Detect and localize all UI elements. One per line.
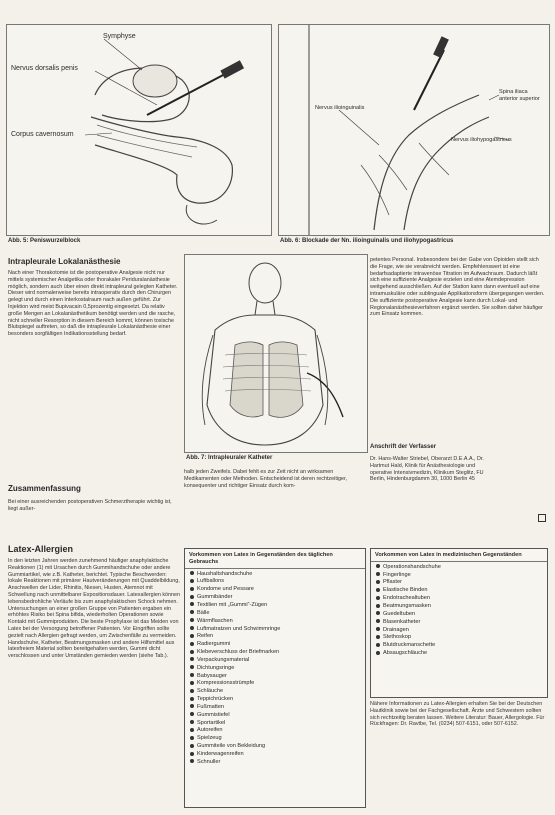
- daily-latex-item-label: Autoreifen: [197, 727, 223, 734]
- bullet-icon: [376, 604, 380, 608]
- daily-latex-item: [190, 727, 365, 735]
- daily-latex-item: [190, 649, 365, 657]
- figure-5-caption: Abb. 5: Peniswurzelblock: [8, 238, 81, 244]
- bullet-icon: [376, 564, 380, 568]
- table-title-daily: Vorkommen von Latex in Gegenständen des täglichen Gebrauchs: [185, 549, 365, 569]
- bullet-icon: [190, 712, 194, 716]
- medical-latex-item-label: Pflaster: [383, 579, 402, 586]
- bullet-icon: [190, 720, 194, 724]
- daily-latex-item: [190, 610, 365, 618]
- bullet-icon: [376, 651, 380, 655]
- thorax-catheter-illustration: [185, 255, 367, 452]
- daily-latex-item: [190, 665, 365, 673]
- daily-latex-item-label: Schnuller: [197, 758, 221, 765]
- bullet-icon: [376, 572, 380, 576]
- label-nervus-ilioinguinalis: Nervus ilioinguinalis: [315, 105, 365, 111]
- bullet-icon: [190, 759, 194, 763]
- daily-latex-item: [190, 594, 365, 602]
- label-corpus-cavernosum: Corpus cavernosum: [11, 131, 74, 138]
- bullet-icon: [190, 697, 194, 701]
- bullet-icon: [190, 571, 194, 575]
- bullet-icon: [190, 744, 194, 748]
- bullet-icon: [190, 579, 194, 583]
- daily-latex-item: [190, 571, 365, 579]
- label-nervus-iliohypogastricus: Nervus iliohypogastricus: [451, 137, 512, 143]
- intrapleural-body: Nach einer Thorakotomie ist die postoperative Analgesie nicht nur mittels systemischer Analgetika oder thorakaler Periduralanästhesie möglich, sondern auch über einen direkt intrapleural gelegten Katheter. Dieser wird normalerweise bereits intraoperativ durch den Chirurgen gelegt und durch einen Interkostalraum nach außen geführt. Zur Injektion wird meist Bupivacain 0,5prozentig eingesetzt. Da relativ große Mengen an Lokalanästhetikum benötigt werden und die rasche, nicht schneller Resorption in diesem Bereich kommt, können toxische Blutspiegel auftreten, so daß die intrapleurale Lokalanästhesie einer besonders sorgfältigen Indikationsstellung bedarf.: [8, 270, 178, 338]
- daily-latex-item-label: Spielzeug: [197, 735, 222, 742]
- label-symphyse: Symphyse: [103, 33, 136, 40]
- medical-latex-item: [376, 650, 547, 658]
- daily-latex-item-label: Reifen: [197, 633, 214, 640]
- figure-7-caption: Abb. 7: Intrapleuraler Katheter: [186, 455, 273, 461]
- table-latex-medical-items: [370, 548, 548, 698]
- daily-latex-item-label: Bälle: [197, 609, 210, 616]
- medical-latex-item-label: Endotrachealtuben: [383, 595, 430, 602]
- daily-items-list: [185, 571, 365, 767]
- daily-latex-item: [190, 586, 365, 594]
- daily-latex-item-label: Radiergummi: [197, 641, 231, 648]
- daily-latex-item: [190, 657, 365, 665]
- bullet-icon: [190, 673, 194, 677]
- medical-latex-item: [376, 564, 547, 572]
- medical-latex-item: [376, 634, 547, 642]
- daily-latex-item-label: Gummiteile von Bekleidung: [197, 743, 266, 750]
- table-title-medical: Vorkommen von Latex in medizinischen Gegenständen: [371, 549, 547, 562]
- medical-footer-text: Nähere Informationen zu Latex-Allergien erhalten Sie bei der Deutschen Hautklinik sowie bei der Fachgesellschaft. Ärzte und Schwestern sollten sich rechtzeitig beraten lassen. Weitere Literatur: Bauer, Allergologie. Für Rückfragen: Dr. Ravtbe, Tel. (0234) 507-6151, oder 507-6152.: [370, 701, 545, 728]
- medical-latex-item: [376, 595, 547, 603]
- daily-latex-item: [190, 633, 365, 641]
- bullet-icon: [190, 681, 194, 685]
- daily-latex-item-label: Kondome und Pessare: [197, 586, 254, 593]
- bullet-icon: [376, 611, 380, 615]
- medical-latex-item-label: Beatmungsmasken: [383, 603, 431, 610]
- medical-latex-item: [376, 611, 547, 619]
- figure-penile-block: [6, 24, 272, 236]
- section-heading-intrapleural: Intrapleurale Lokalanästhesie: [8, 257, 121, 266]
- medical-latex-item: [376, 587, 547, 595]
- daily-latex-item: [190, 720, 365, 728]
- daily-latex-item: [190, 759, 365, 767]
- bullet-icon: [190, 650, 194, 654]
- daily-latex-item-label: Teppichrücken: [197, 696, 234, 703]
- daily-latex-item-label: Dichtungsringe: [197, 664, 235, 671]
- bullet-icon: [376, 619, 380, 623]
- bullet-icon: [190, 665, 194, 669]
- daily-latex-item: [190, 618, 365, 626]
- bullet-icon: [190, 728, 194, 732]
- bullet-icon: [376, 643, 380, 647]
- summary-body: Bei einer ausreichenden postoperativen Schmerztherapie wichtig ist, liegt außer-: [8, 499, 172, 512]
- section-heading-summary: Zusammenfassung: [8, 484, 81, 493]
- bullet-icon: [190, 736, 194, 740]
- daily-latex-item: [190, 743, 365, 751]
- daily-latex-item: [190, 735, 365, 743]
- daily-latex-item: [190, 688, 365, 696]
- medical-latex-item-label: Drainagen: [383, 626, 409, 633]
- medical-latex-item-label: Stethoskop: [383, 634, 411, 641]
- medical-latex-item: [376, 603, 547, 611]
- bullet-icon: [190, 642, 194, 646]
- bullet-icon: [190, 602, 194, 606]
- medical-latex-item-label: Guedeltuben: [383, 610, 416, 617]
- daily-latex-item: [190, 602, 365, 610]
- daily-latex-item-label: Gummibänder: [197, 594, 233, 601]
- daily-latex-item: [190, 578, 365, 586]
- col2-body: halb jeden Zweifels. Dabei fehlt es zur Zeit nicht an wirksamen Medikamenten oder Methoden. Entscheidend ist deren rechtzeitiger, konsequenter und richtiger Einsatz durch kom-: [184, 469, 348, 489]
- end-of-article-mark: [538, 514, 546, 522]
- figure-6-caption: Abb. 6: Blockade der Nn. ilioinguinalis und iliohypogastricus: [280, 238, 454, 244]
- col3-body: petentes Personal. Insbesondere bei der Gabe von Opioiden stellt sich die Frage, wie sie verabreicht werden. Empfehlenswert ist eine bedarfsadaptierte intravenöse Titration im Aufwachraum. Dadurch läßt sich eine suffiziente Analgesie erzielen und eine Atemdepression weitgehend ausschließen. Auf der Station kann dann eventuell auf eine intramuskuläre oder sublinguale Applikationsform übergegangen werden. Die suffiziente postoperative Analgesie kann durch Lokal- und Regionalanästhesieverfahren ergänzt werden. Sie sollten daher häufiger zum Einsatz kommen.: [370, 257, 545, 318]
- groin-anatomy-illustration: [279, 25, 549, 235]
- daily-latex-item: [190, 712, 365, 720]
- daily-latex-item-label: Haushaltshandschuhe: [197, 570, 253, 577]
- daily-latex-item-label: Kinderwagenreifen: [197, 751, 244, 757]
- bullet-icon: [190, 752, 194, 756]
- medical-latex-item: [376, 619, 547, 627]
- daily-latex-item: [190, 626, 365, 634]
- daily-latex-item-label: Kompressionsstrümpfe: [197, 680, 255, 687]
- daily-latex-item: [190, 751, 365, 759]
- bullet-icon: [190, 610, 194, 614]
- daily-latex-item-label: Gummistiefel: [197, 711, 230, 718]
- daily-latex-item-label: Luftmatratzen und Schwimmringe: [197, 625, 281, 632]
- bullet-icon: [190, 657, 194, 661]
- medical-latex-item: [376, 627, 547, 635]
- daily-latex-item-label: Verpackungsmaterial: [197, 656, 250, 663]
- label-nervus-dorsalis: Nervus dorsalis penis: [11, 65, 78, 72]
- label-spina-iliaca: Spina iliaca anterior superior: [499, 89, 540, 102]
- medical-latex-item-label: Fingerlinge: [383, 571, 411, 578]
- daily-latex-item-label: Babysauger: [197, 672, 227, 679]
- bullet-icon: [376, 627, 380, 631]
- daily-latex-item-label: Wärmflaschen: [197, 617, 233, 624]
- daily-latex-item-label: Klebeverschluss der Briefmarken: [197, 649, 280, 656]
- medical-latex-item: [376, 579, 547, 587]
- daily-latex-item-label: Luftballons: [197, 578, 225, 585]
- bullet-icon: [376, 635, 380, 639]
- medical-latex-item-label: Elastische Binden: [383, 587, 428, 594]
- author-heading: Anschrift der Verfasser: [370, 444, 437, 450]
- medical-latex-item: [376, 642, 547, 650]
- table-latex-daily-items: [184, 548, 366, 808]
- daily-latex-item-label: Schläuche: [197, 688, 224, 695]
- medical-latex-item-label: Operationshandschuhe: [383, 563, 441, 570]
- medical-latex-item: [376, 572, 547, 580]
- daily-latex-item-label: Textilien mit „Gummi“-Zügen: [197, 601, 268, 608]
- latex-body: In den letzten Jahren werden zunehmend häufiger anaphylaktische Reaktionen (1) mit Ursachen durch Gummihandschuhe oder andere Gummiartikel, wie z.B. Katheter, berichtet. Typische Beschwerden: lokale Reaktionen mit primärer Hautveränderungen mit Quaddelbildung, Anschwellen der Lider, Rhinitis, Niesen, Husten, Atemnot mit Schwellung nach unmittelbarer Expositionsdauer. Latexallergien können lebensbedrohliche Verläufe bis zum anaphylaktischen Schock nehmen. Untersuchungen an einer großen Gruppe von Patienten ergaben ein erhöhtes Risiko bei Spina bifida, wiederholten Operationen sowie Kontakt mit Gummiprodukten. Die beste Prophylaxe ist das Meiden von Latex bei der Versorgung betroffener Patienten. Vor Eingriffen sollte gezielt nach Allergien gefragt werden, um Zwischenfälle zu vermeiden. Handschuhe, Katheter, Beatmungsmasken und andere Hilfsmittel aus latexfreiem Material sollten bereitgehalten werden, Gummi dicht verschlossen und unter Umständen gemieden werden (siehe Tab.).: [8, 558, 180, 660]
- bullet-icon: [376, 588, 380, 592]
- medical-latex-item-label: Absaugschläuche: [383, 650, 428, 657]
- bullet-icon: [190, 618, 194, 622]
- daily-latex-item: [190, 641, 365, 649]
- bullet-icon: [190, 587, 194, 591]
- bullet-icon: [376, 596, 380, 600]
- figure-catheter: [184, 254, 368, 453]
- bullet-icon: [190, 634, 194, 638]
- medical-items-list: [371, 564, 547, 658]
- daily-latex-item-label: Sportartikel: [197, 719, 226, 726]
- figure-nerve-block: [278, 24, 550, 236]
- bullet-icon: [190, 704, 194, 708]
- daily-latex-item: [190, 704, 365, 712]
- section-heading-latex: Latex-Allergien: [8, 544, 74, 554]
- bullet-icon: [190, 626, 194, 630]
- penile-anatomy-illustration: [7, 25, 271, 235]
- bullet-icon: [190, 595, 194, 599]
- daily-latex-item: [190, 673, 365, 681]
- medical-latex-item-label: Blasenkatheter: [383, 618, 421, 625]
- medical-latex-item-label: Blutdruckmanschette: [383, 642, 436, 649]
- daily-latex-item: [190, 696, 365, 704]
- daily-latex-item: [190, 680, 365, 688]
- bullet-icon: [376, 580, 380, 584]
- daily-latex-item-label: Fußmatten: [197, 703, 225, 710]
- bullet-icon: [190, 689, 194, 693]
- author-address: Dr. Hans-Walter Striebel, Oberarzt D.E.A.A., Dr. Hartmut Hald, Klinik für Anästhesiologie und operative Intensivmedizin, Klinikum Steglitz, FU Berlin, Hindenburgdamm 30, 1000 Berlin 45: [370, 456, 484, 483]
